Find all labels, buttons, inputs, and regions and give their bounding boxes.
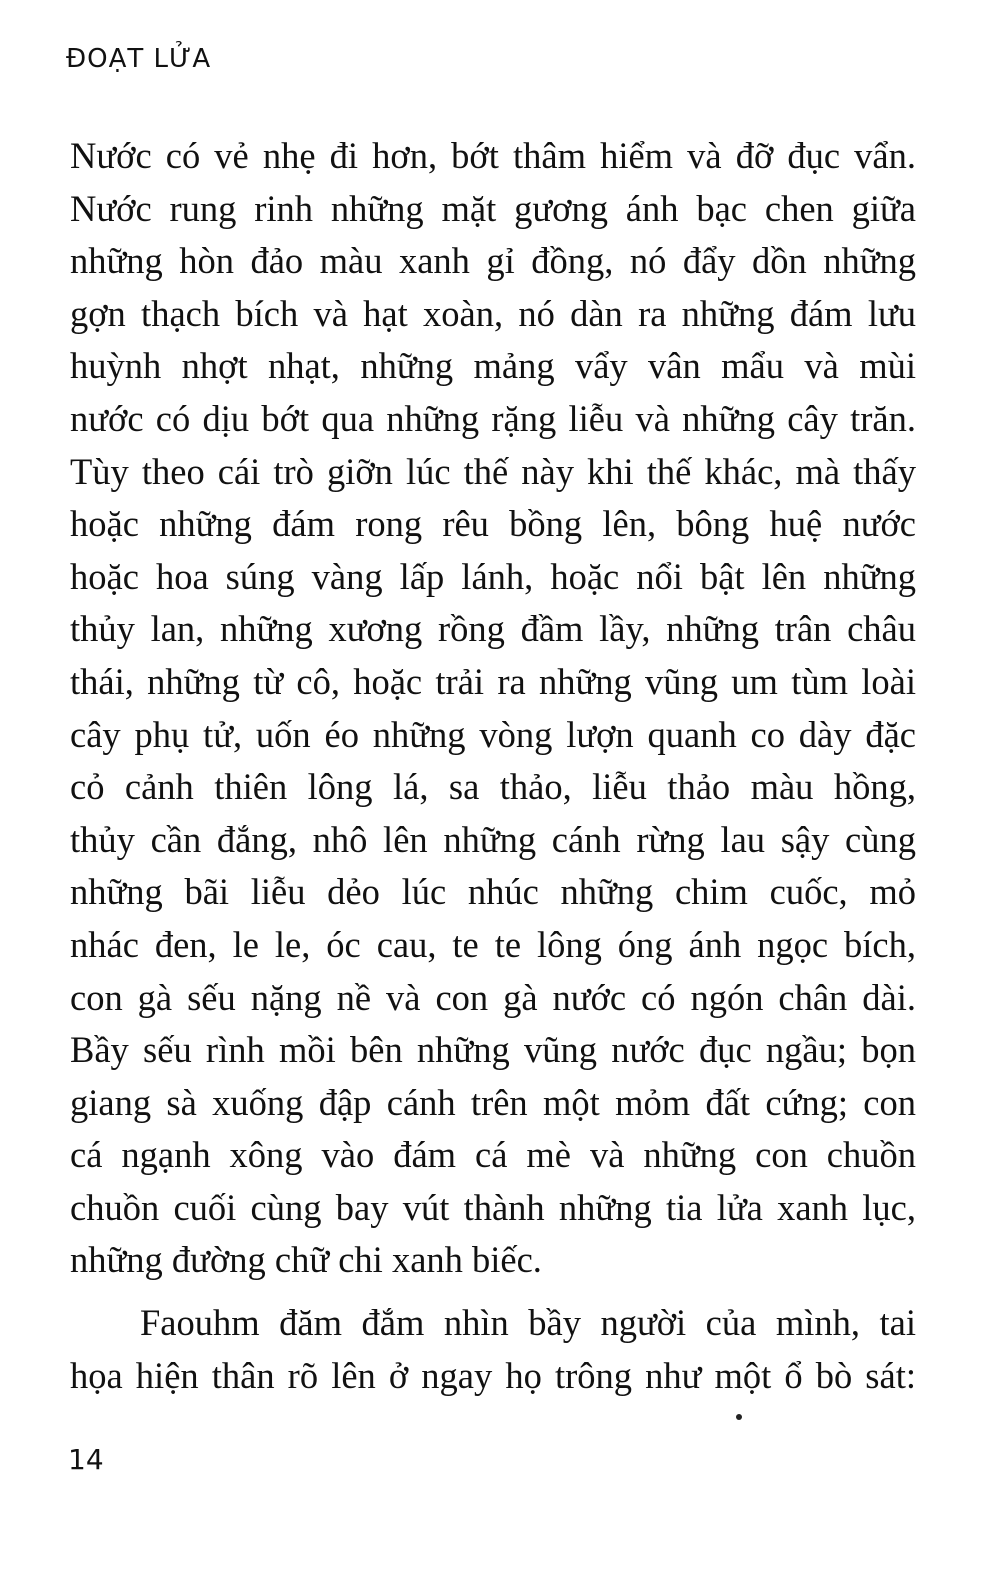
- text-line: Tùy theo cái trò giỡn lúc thế này khi thế khác, mà thấy: [70, 450, 916, 492]
- text-line: Nước rung rinh những mặt gương ánh bạc chen giữa: [70, 187, 916, 229]
- text-line: nhác đen, le le, óc cau, te te lông óng ánh ngọc bích,: [70, 923, 916, 965]
- paragraph: [70, 130, 916, 1287]
- text-line: thủy lan, những xương rồng đầm lầy, những trân châu: [70, 608, 916, 650]
- text-line: Bầy sếu rình mồi bên những vũng nước đục ngầu; bọn: [70, 1029, 916, 1071]
- text-line: họa hiện thân rõ lên ở ngay họ trông như một ổ bò sát:: [70, 1354, 916, 1396]
- text-line: cây phụ tử, uốn éo những vòng lượn quanh co dày đặc: [70, 713, 916, 755]
- text-line: cỏ cảnh thiên lông lá, sa thảo, liễu thảo màu hồng,: [70, 766, 916, 808]
- page-number: 14: [68, 1443, 104, 1476]
- text-line: hoặc hoa súng vàng lấp lánh, hoặc nổi bật lên những: [70, 555, 916, 597]
- text-line: Nước có vẻ nhẹ đi hơn, bớt thâm hiểm và đỡ đục vẩn.: [70, 135, 916, 176]
- paragraph-gap: [70, 1287, 916, 1297]
- ink-speck: [736, 1414, 742, 1420]
- paragraph: [70, 1297, 916, 1402]
- text-line: thủy cần đắng, nhô lên những cánh rừng lau sậy cùng: [70, 818, 916, 860]
- text-line: huỳnh nhợt nhạt, những mảng vẩy vân mẩu và mùi: [70, 345, 916, 387]
- text-line: con gà sếu nặng nề và con gà nước có ngón chân dài.: [70, 976, 916, 1018]
- text-line: những bãi liễu dẻo lúc nhúc những chim cuốc, mỏ: [70, 871, 916, 913]
- text-line: gợn thạch bích và hạt xoàn, nó dàn ra những đám lưu: [70, 292, 916, 334]
- text-line: Faouhm đăm đắm nhìn bầy người của mình, tai: [140, 1302, 916, 1344]
- body-text: [70, 130, 916, 1402]
- text-line: thái, những từ cô, hoặc trải ra những vũng um tùm loài: [70, 660, 916, 702]
- text-line: nước có dịu bớt qua những rặng liễu và những cây trăn.: [70, 397, 916, 439]
- text-line: những hòn đảo màu xanh gỉ đồng, nó đẩy dồn những: [70, 240, 916, 282]
- text-line: cá ngạnh xông vào đám cá mè và những con chuồn: [70, 1134, 916, 1176]
- text-line: hoặc những đám rong rêu bồng lên, bông huệ nước: [70, 503, 916, 545]
- text-line: chuồn cuối cùng bay vút thành những tia lửa xanh lục,: [70, 1186, 916, 1228]
- text-line: những đường chữ chi xanh biếc.: [70, 1239, 542, 1281]
- running-header: ĐOẠT LỬA: [66, 44, 212, 74]
- text-line: giang sà xuống đập cánh trên một mỏm đất cứng; con: [70, 1081, 916, 1123]
